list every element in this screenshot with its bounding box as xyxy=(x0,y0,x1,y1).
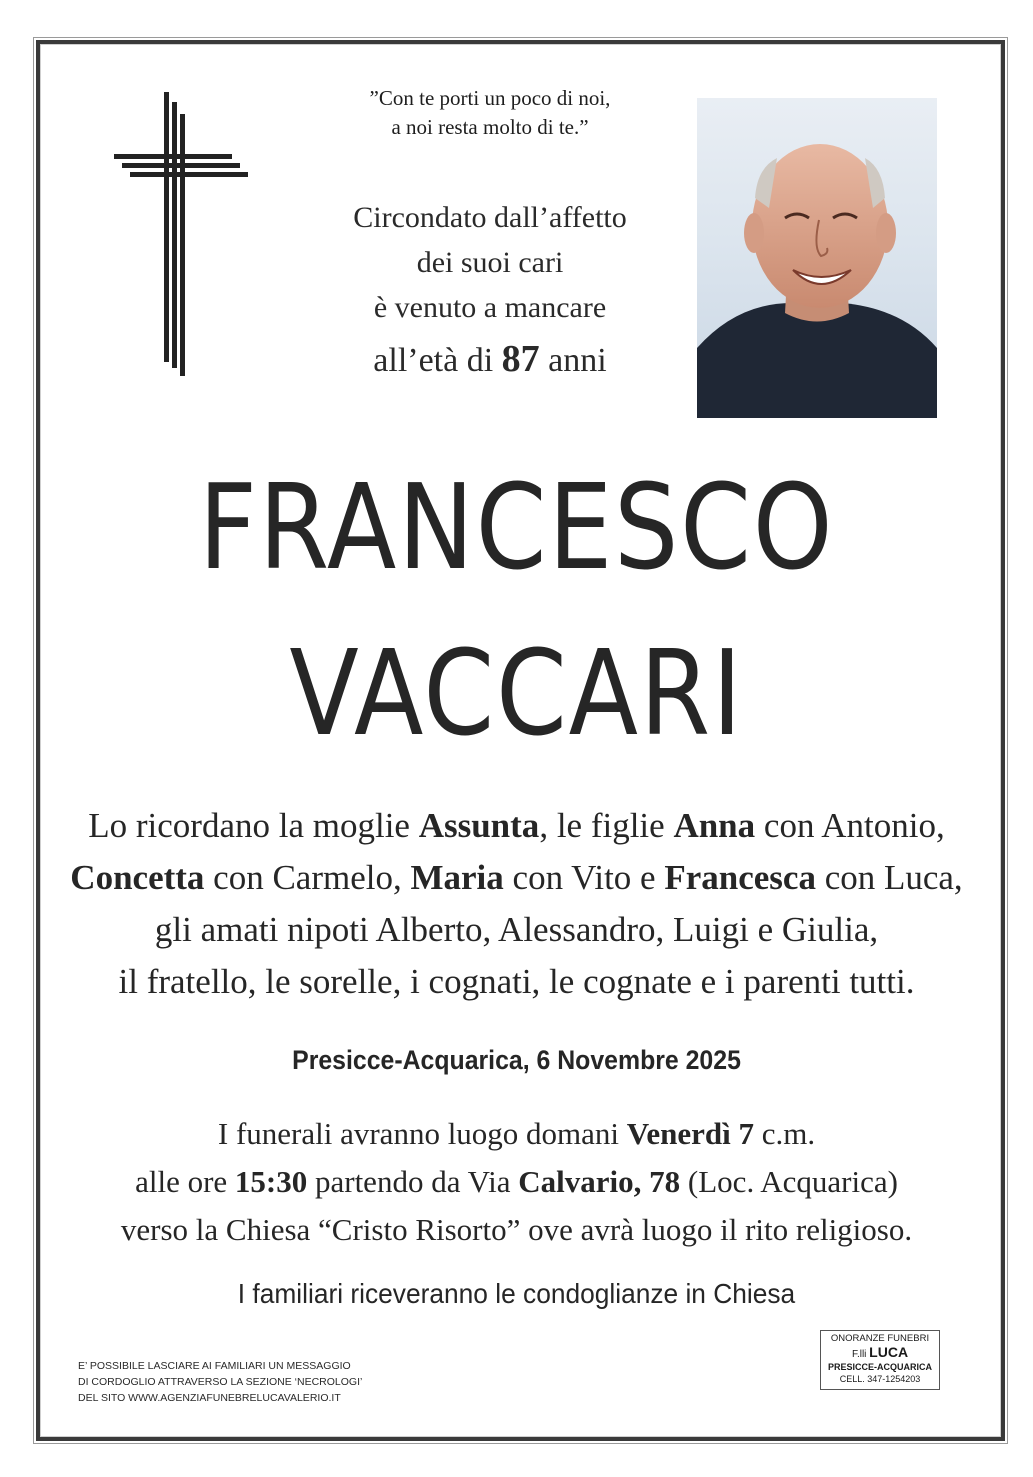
portrait-photo xyxy=(697,98,937,418)
funeral-address: Calvario, 78 xyxy=(518,1164,681,1199)
funeral-day: Venerdì 7 xyxy=(626,1116,754,1151)
age-prefix: all’età di xyxy=(373,342,494,379)
funeral-text: (Loc. Acquarica) xyxy=(680,1164,898,1199)
family-announcement xyxy=(60,800,973,1008)
footer-line-3: DEL SITO WWW.AGENZIAFUNEBRELUCAVALERIO.IT xyxy=(78,1392,341,1404)
age-suffix: anni xyxy=(548,342,607,379)
family-line-2 xyxy=(60,852,973,904)
family-text: Lo ricordano la moglie xyxy=(88,806,419,845)
agency-phone: CELL. 347-1254203 xyxy=(839,1374,921,1384)
footer-line-2: DI CORDOGLIO ATTRAVERSO LA SEZIONE ‘NECROLOGI’ xyxy=(78,1376,363,1388)
family-text: con Carmelo, xyxy=(204,858,411,897)
cross-icon xyxy=(110,88,250,378)
quote-line-1: ”Con te porti un poco di noi, xyxy=(369,86,611,110)
funeral-time: 15:30 xyxy=(234,1164,308,1199)
funeral-text: partendo da Via xyxy=(307,1164,519,1199)
deceased-first-name: FRANCESCO xyxy=(198,458,835,596)
family-text: con Luca, xyxy=(815,858,963,897)
family-text: con Antonio, xyxy=(755,806,945,845)
family-name-bold: Francesca xyxy=(664,858,816,897)
place-date: Presicce-Acquarica, 6 Novembre 2025 xyxy=(292,1045,741,1075)
funeral-line-3: verso la Chiesa “Cristo Risorto” ove avrà luogo il rito religioso. xyxy=(120,1212,913,1247)
agency-name: LUCA xyxy=(869,1344,909,1360)
quote-line-2: a noi resta molto di te.” xyxy=(391,115,589,139)
agency-prefix: F.lli xyxy=(851,1349,870,1360)
condolences-note: I familiari riceveranno le condoglianze in Chiesa xyxy=(237,1278,796,1309)
agency-name-line xyxy=(821,1345,939,1362)
agency-title: ONORANZE FUNEBRI xyxy=(830,1333,930,1344)
deceased-last-name: VACCARI xyxy=(289,624,744,762)
funeral-text: alle ore xyxy=(135,1164,235,1199)
funeral-line-1 xyxy=(60,1110,973,1158)
funeral-text: c.m. xyxy=(753,1116,816,1151)
intro-line-1: Circondato dall’affetto xyxy=(353,201,627,234)
footer-line-1: E’ POSSIBILE LASCIARE AI FAMILIARI UN MESSAGGIO xyxy=(78,1360,351,1372)
funeral-text: I funerali avranno luogo domani xyxy=(217,1116,627,1151)
intro-line-3: è venuto a mancare xyxy=(373,291,607,324)
funeral-info xyxy=(60,1110,973,1254)
age-number: 87 xyxy=(501,338,540,380)
intro-text xyxy=(290,195,690,386)
family-name-bold: Assunta xyxy=(418,806,540,845)
family-line-4: il fratello, le sorelle, i cognati, le cognate e i parenti tutti. xyxy=(118,962,915,1001)
family-name-bold: Maria xyxy=(410,858,504,897)
intro-line-2: dei suoi cari xyxy=(416,246,564,279)
family-name-bold: Concetta xyxy=(70,858,205,897)
family-text: , le figlie xyxy=(539,806,674,845)
funeral-agency-box xyxy=(820,1330,940,1390)
funeral-line-2 xyxy=(60,1158,973,1206)
family-text: con Vito e xyxy=(503,858,665,897)
family-line-1 xyxy=(60,800,973,852)
agency-location: PRESICCE-ACQUARICA xyxy=(827,1362,932,1372)
footer-note xyxy=(78,1358,418,1406)
memorial-quote xyxy=(300,84,680,142)
age-line xyxy=(290,334,690,386)
family-line-3: gli amati nipoti Alberto, Alessandro, Luigi e Giulia, xyxy=(154,910,879,949)
family-name-bold: Anna xyxy=(673,806,756,845)
